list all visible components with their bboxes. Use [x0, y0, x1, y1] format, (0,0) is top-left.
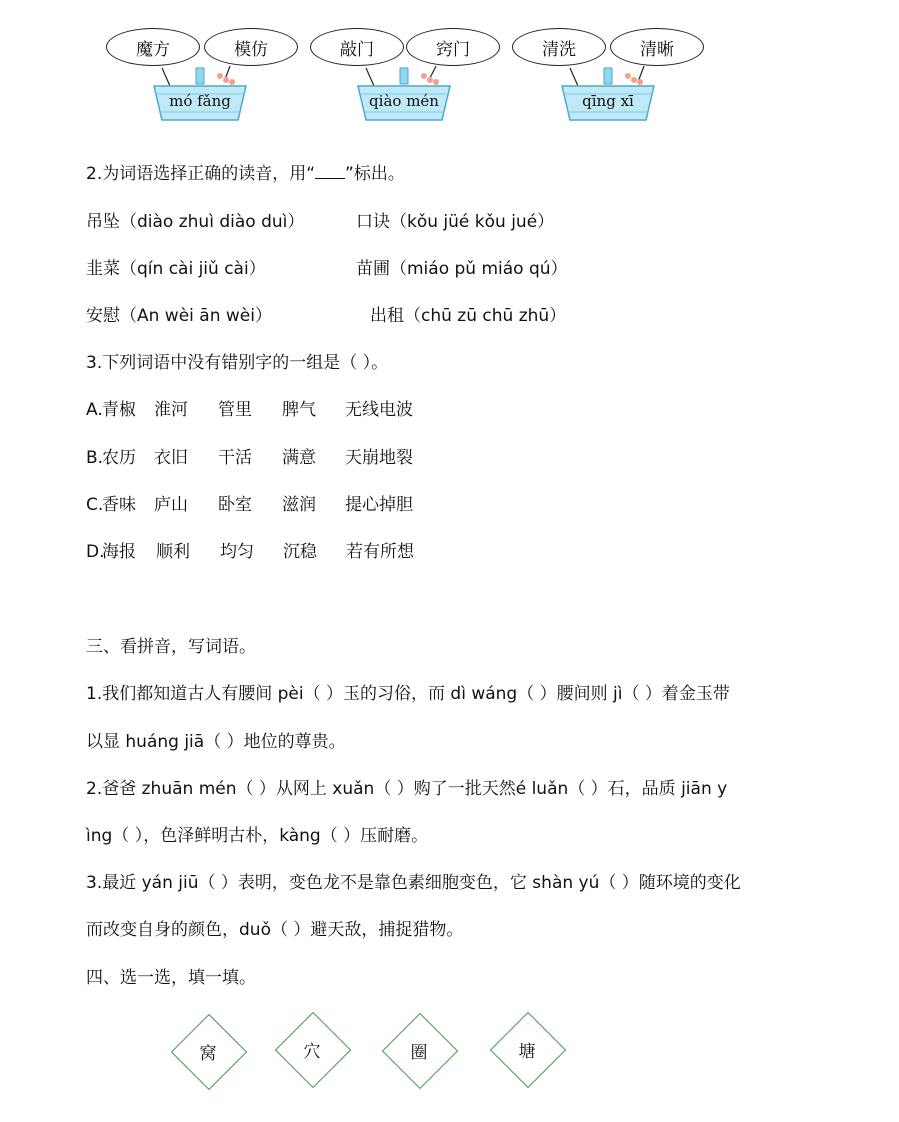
basket-icon [356, 64, 452, 130]
word-bubble-left[interactable]: 魔方 [106, 28, 200, 66]
word-bubble-left[interactable]: 敲门 [310, 28, 404, 66]
q2-item[interactable]: 口诀（kǒu jüé kǒu jué） [356, 212, 555, 232]
option-word: 满意 [282, 448, 316, 468]
q2-title [86, 162, 405, 186]
option-word: 香味 [102, 495, 136, 515]
basket-icon [152, 64, 248, 130]
option-word: 无线电波 [345, 400, 413, 420]
option-word: 沉稳 [283, 542, 317, 562]
option-label: C. [86, 495, 104, 515]
diamond-char[interactable]: 穴 [303, 1041, 321, 1062]
q2-item[interactable]: 安慰（An wèi ān wèi） [86, 306, 272, 326]
underline-blank [315, 162, 345, 179]
basket-icon [560, 64, 656, 130]
option-word: 农历 [102, 448, 136, 468]
option-word: 卧室 [218, 495, 252, 515]
section3-line: 2.爸爸 zhuān mén（ ）从网上 xuǎn（ ）购了一批天然é luǎn（ ）石，品质 jiān y [86, 779, 728, 799]
diamond-char[interactable]: 圈 [410, 1042, 428, 1063]
word-bubble-right[interactable]: 模仿 [204, 28, 298, 66]
option-word: 滋润 [282, 495, 316, 515]
q2-item[interactable]: 吊坠（diào zhuì diào duì） [86, 212, 305, 232]
section3-line: 以显 huáng jiā（ ）地位的尊贵。 [86, 732, 346, 752]
option-label: A. [86, 400, 103, 420]
option-label: B. [86, 448, 104, 468]
basket-pinyin: qiào mén [369, 92, 439, 110]
option-word: 衣旧 [154, 448, 188, 468]
section3-line: 3.最近 yán jiū（ ）表明，变色龙不是靠色素细胞变色，它 shàn yú（ ）随环境的变化 [86, 873, 741, 893]
option-word: 脾气 [282, 400, 316, 420]
option-word: 青椒 [102, 400, 136, 420]
q2-title-before: 2.为词语选择正确的读音，用“ [86, 164, 316, 184]
basket-pinyin: qīng xī [582, 92, 634, 110]
diamond-char[interactable]: 窝 [199, 1043, 217, 1064]
diamond-char[interactable]: 塘 [518, 1041, 536, 1062]
q3-title: 3.下列词语中没有错别字的一组是（ ）。 [86, 353, 389, 373]
q2-title-after: ”标出。 [345, 164, 405, 184]
q2-item[interactable]: 出租（chū zū chū zhū） [370, 306, 567, 326]
option-word: 若有所想 [346, 542, 414, 562]
option-word: 提心掉胆 [345, 495, 413, 515]
option-word: 干活 [218, 448, 252, 468]
option-word: 庐山 [154, 495, 188, 515]
section3-line: 而改变自身的颜色，duǒ（ ）避天敌，捕捉猎物。 [86, 920, 464, 940]
option-word: 海报 [102, 542, 136, 562]
option-word: 管里 [218, 400, 252, 420]
q2-item[interactable]: 苗圃（miáo pǔ miáo qú） [356, 259, 568, 279]
section3-title: 三、看拼音，写词语。 [86, 637, 256, 657]
option-word: 顺利 [156, 542, 190, 562]
section3-line: 1.我们都知道古人有腰间 pèi（ ）玉的习俗，而 dì wáng（ ）腰间则 jì（ ）着金玉带 [86, 684, 730, 704]
option-word: 均匀 [220, 542, 254, 562]
section3-line: ìng（ ），色泽鲜明古朴，kàng（ ）压耐磨。 [86, 826, 429, 846]
option-label: D. [86, 542, 105, 562]
word-bubble-right[interactable]: 清晰 [610, 28, 704, 66]
option-word: 淮河 [154, 400, 188, 420]
option-word: 天崩地裂 [345, 448, 413, 468]
section4-title: 四、选一选，填一填。 [86, 968, 256, 988]
q2-item[interactable]: 韭菜（qín cài jiǔ cài） [86, 259, 266, 279]
basket-pinyin: mó fǎng [169, 92, 231, 110]
word-bubble-right[interactable]: 窍门 [406, 28, 500, 66]
word-bubble-left[interactable]: 清洗 [512, 28, 606, 66]
